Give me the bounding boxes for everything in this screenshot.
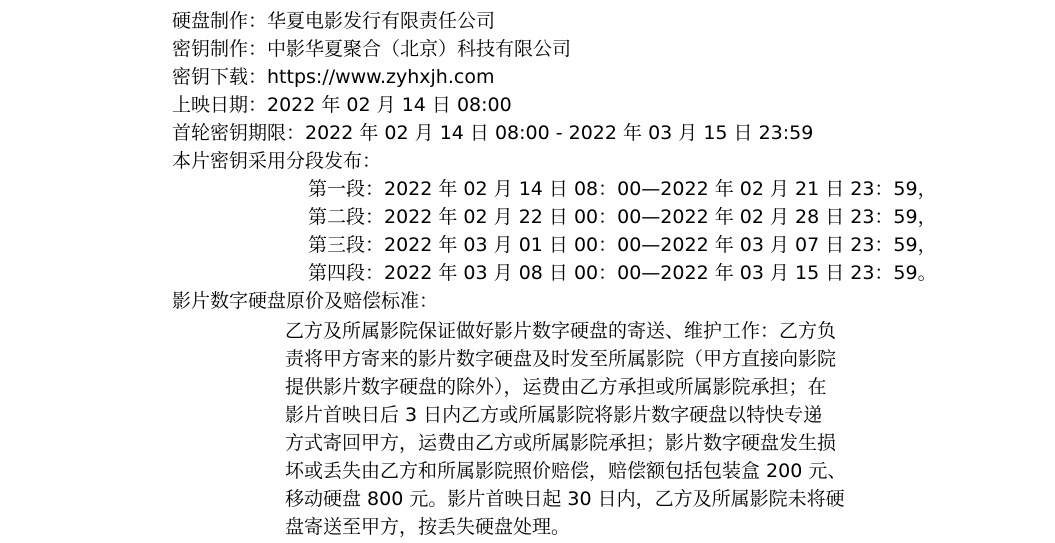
first-key-period-line: 首轮密钥期限：2022 年 02 月 14 日 08:00 - 2022 年 03 月 15 日 23:59 [172, 122, 814, 144]
release-date-line: 上映日期：2022 年 02 月 14 日 08:00 [172, 94, 512, 116]
key-maker-line: 密钥制作：中影华夏聚合（北京）科技有限公司 [172, 38, 572, 60]
key-download-line: 密钥下载：https://www.zyhxjh.com [172, 66, 495, 88]
disk-maker-line: 硬盘制作：华夏电影发行有限责任公司 [172, 10, 496, 32]
segment-2-line: 第二段：2022 年 02 月 22 日 00：00—2022 年 02 月 28 日 23：59， [308, 206, 937, 228]
paragraph-line: 坏或丢失由乙方和所属影院照价赔偿，赔偿额包括包装盒 200 元、 [285, 460, 847, 482]
paragraph-line: 影片首映日后 3 日内乙方或所属影院将影片数字硬盘以特快专递 [285, 404, 823, 426]
paragraph-line: 责将甲方寄来的影片数字硬盘及时发至所属影院（甲方直接向影院 [285, 348, 837, 370]
compensation-paragraph [285, 317, 915, 541]
paragraph-line: 移动硬盘 800 元。影片首映日起 30 日内，乙方及所属影院未将硬 [285, 488, 845, 510]
compensation-heading: 影片数字硬盘原价及赔偿标准： [172, 290, 439, 312]
paragraph-line: 提供影片数字硬盘的除外），运费由乙方承担或所属影院承担；在 [285, 376, 827, 398]
segment-1-line: 第一段：2022 年 02 月 14 日 08：00—2022 年 02 月 21 日 23：59， [308, 178, 937, 200]
paragraph-line: 盘寄送至甲方，按丢失硬盘处理。 [285, 516, 571, 538]
segment-3-line: 第三段：2022 年 03 月 01 日 00：00—2022 年 03 月 07 日 23：59， [308, 234, 937, 256]
segment-4-line: 第四段：2022 年 03 月 08 日 00：00—2022 年 03 月 15 日 23：59。 [308, 262, 937, 284]
paragraph-line: 乙方及所属影院保证做好影片数字硬盘的寄送、维护工作：乙方负 [285, 320, 837, 342]
paragraph-line: 方式寄回甲方，运费由乙方或所属影院承担；影片数字硬盘发生损 [285, 432, 837, 454]
segmented-release-heading: 本片密钥采用分段发布： [172, 150, 382, 172]
